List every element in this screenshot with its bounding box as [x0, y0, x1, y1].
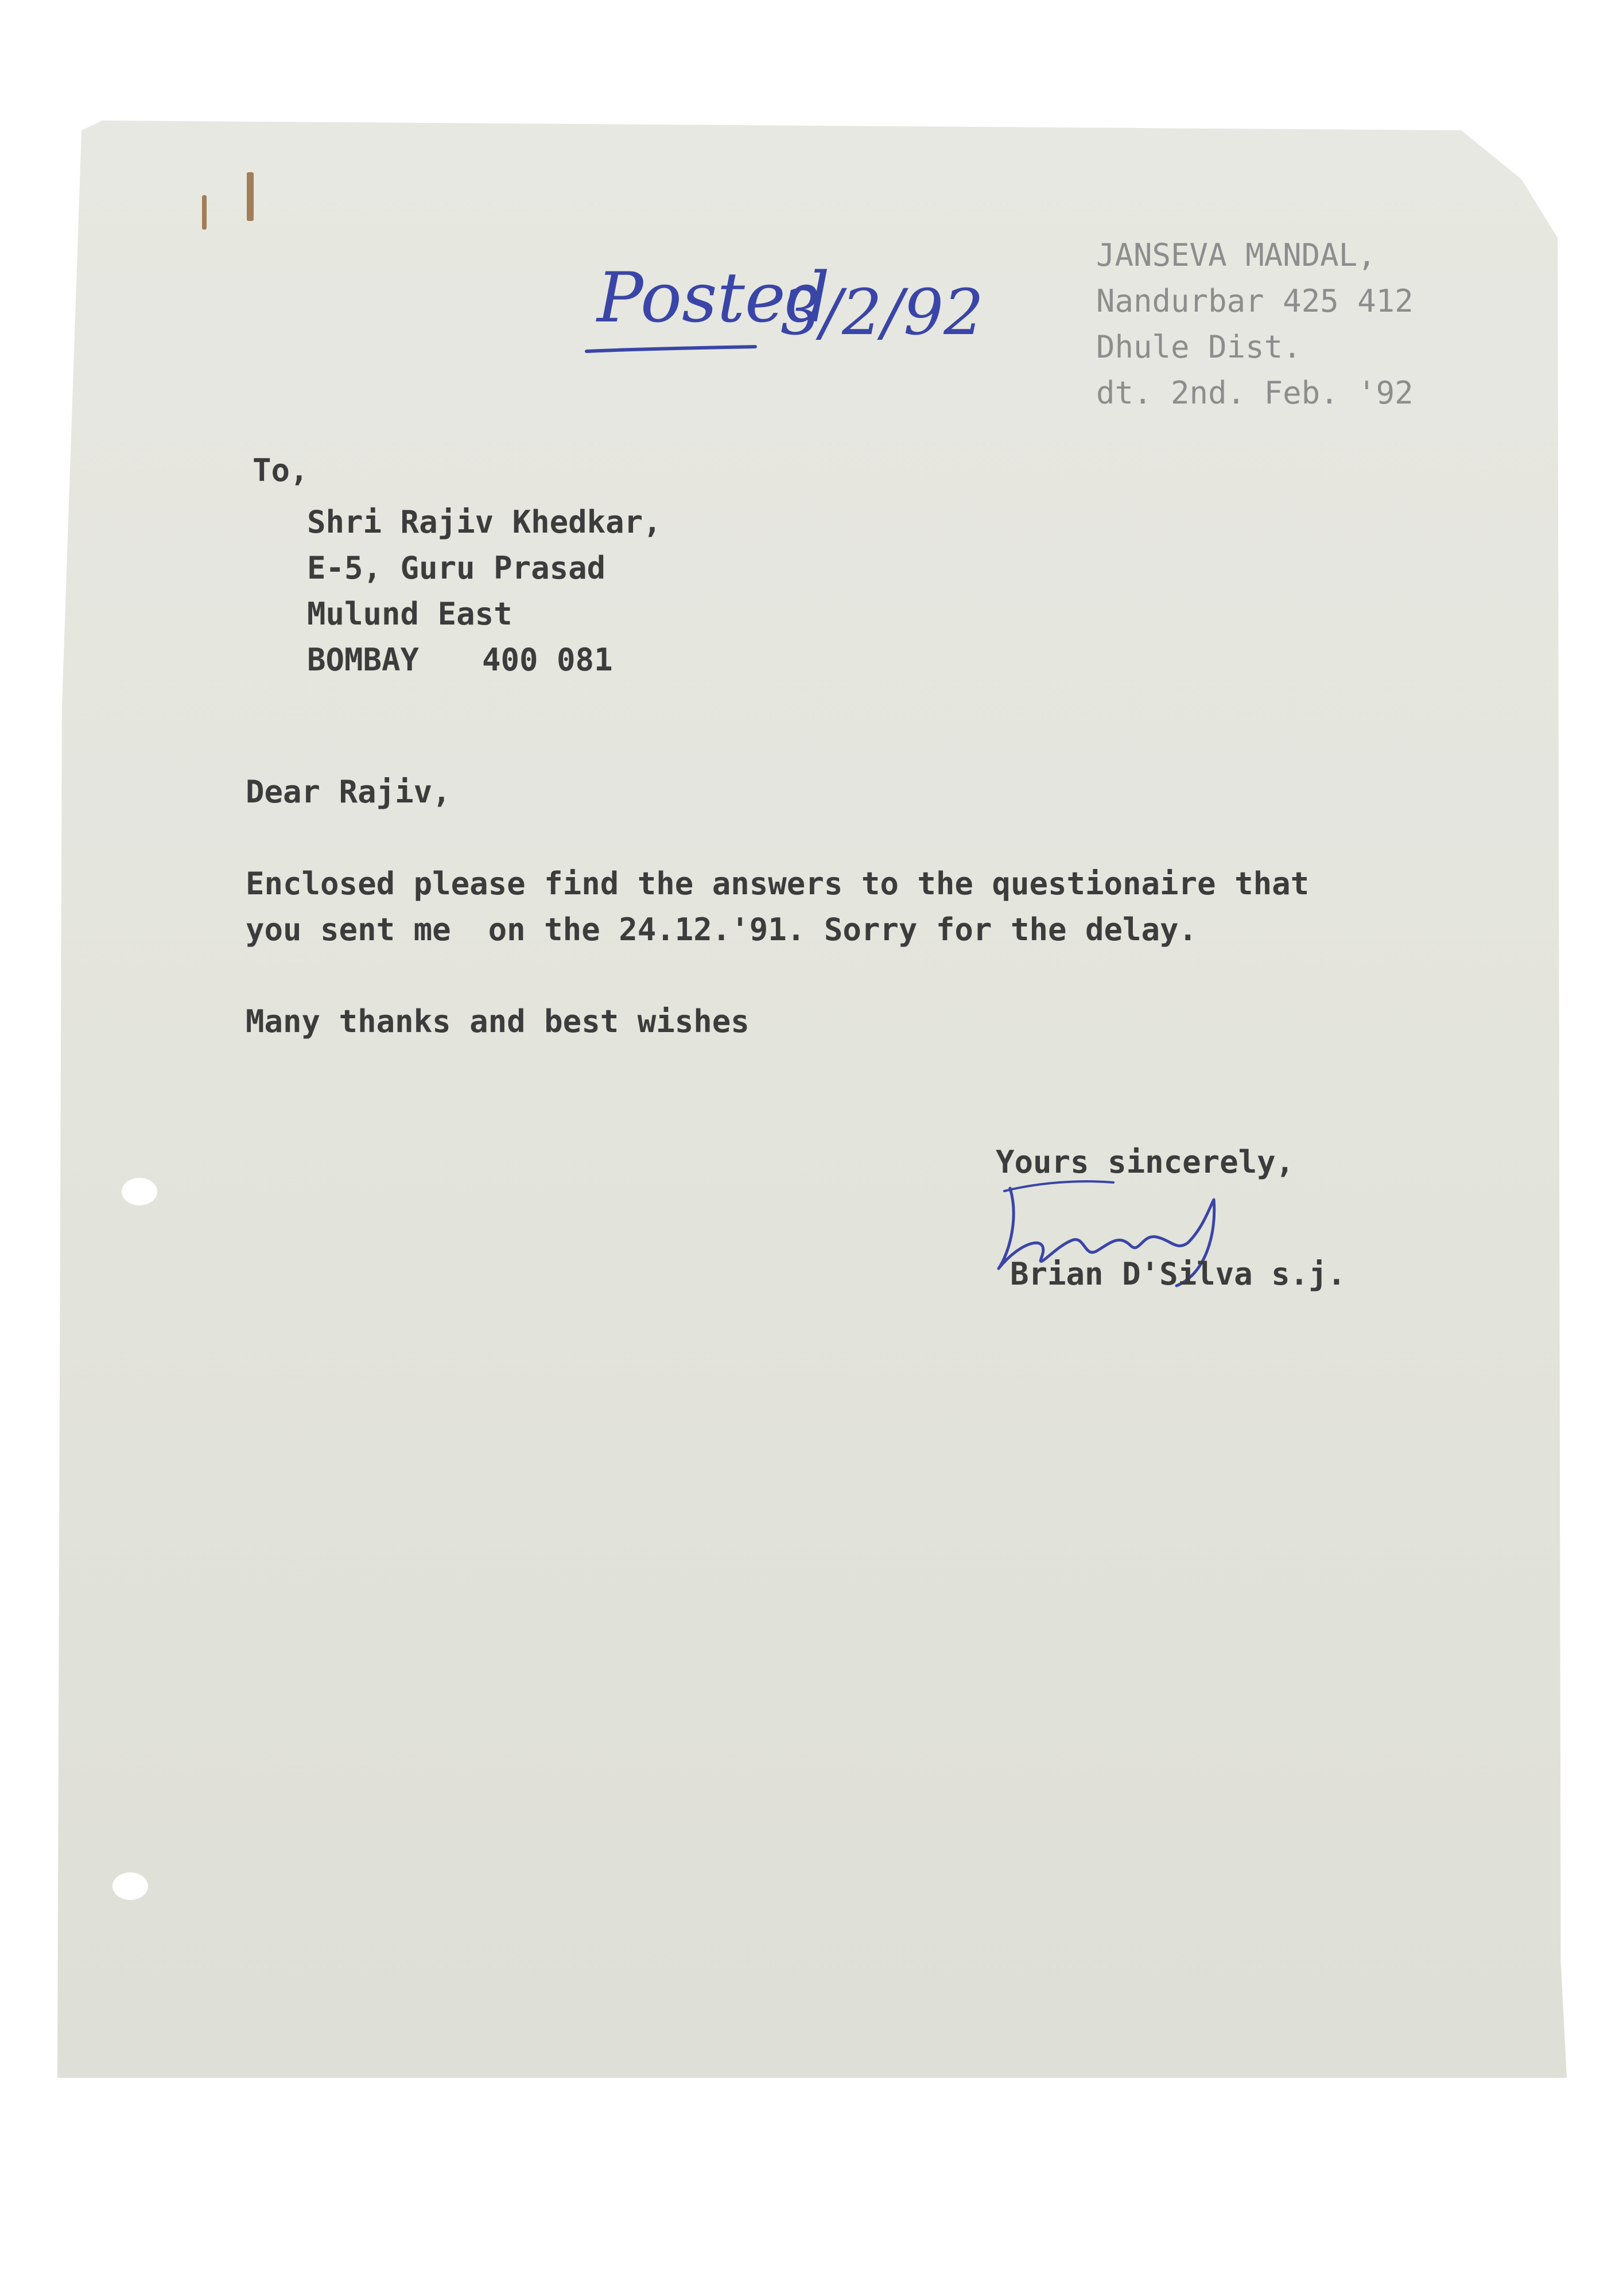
body-line-3: Many thanks and best wishes — [246, 1003, 750, 1040]
salutation: Dear Rajiv, — [246, 774, 451, 810]
staple-rust-mark — [202, 195, 207, 230]
recipient-name: Shri Rajiv Khedkar, — [307, 504, 662, 540]
valediction: Yours sincerely, — [996, 1144, 1295, 1180]
punch-hole — [112, 1872, 148, 1900]
body-line-1: Enclosed please find the answers to the questionaire that — [246, 866, 1310, 902]
sender-town: Nandurbar 425 412 — [1096, 283, 1414, 319]
sender-district: Dhule Dist. — [1096, 329, 1302, 365]
staple-rust-mark — [247, 172, 254, 221]
signer-name: Brian D'Silva s.j. — [1010, 1256, 1346, 1292]
handwritten-posted-date: 3/2/92 — [781, 276, 984, 349]
recipient-pin: 400 081 — [482, 642, 613, 678]
recipient-city: BOMBAY — [307, 642, 420, 678]
sender-org: JANSEVA MANDAL, — [1096, 237, 1376, 273]
recipient-address-line1: E-5, Guru Prasad — [307, 550, 606, 586]
handwritten-posted-word: Posted — [597, 258, 830, 338]
recipient-address-line2: Mulund East — [307, 596, 512, 632]
handwritten-underline — [585, 344, 758, 356]
body-line-2: you sent me on the 24.12.'91. Sorry for the delay. — [246, 912, 1198, 948]
punch-hole — [122, 1178, 157, 1205]
to-label: To, — [253, 452, 309, 488]
letter-date: dt. 2nd. Feb. '92 — [1096, 375, 1414, 411]
